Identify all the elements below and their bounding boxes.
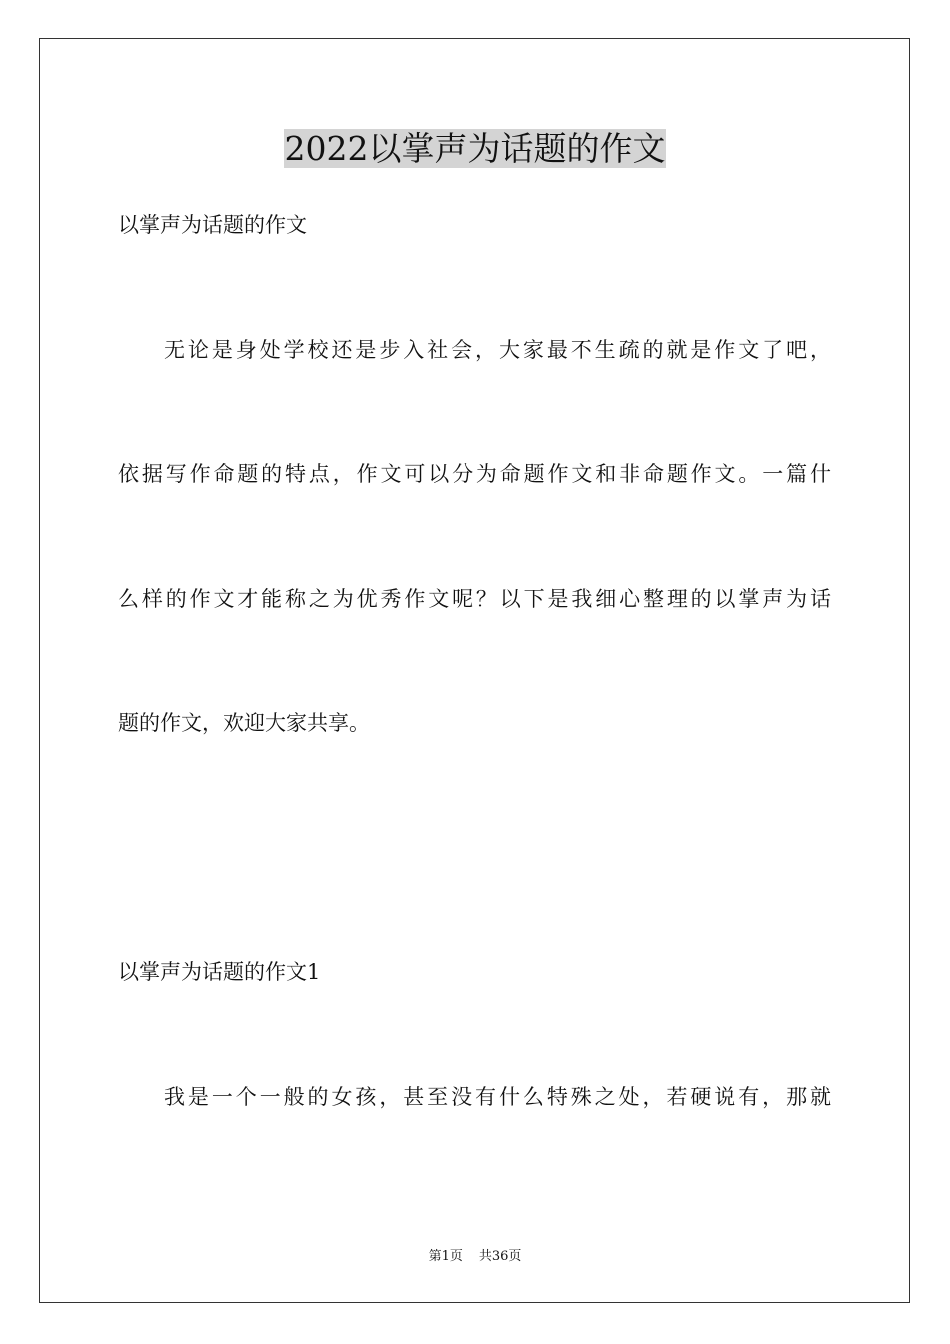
paragraph-line: 题的作文，欢迎大家共享。: [118, 711, 370, 735]
document-title-text: 2022以掌声为话题的作文: [284, 129, 666, 168]
paragraph-line: 我是一个一般的女孩，甚至没有什么特殊之处，若硬说有，那就: [164, 1085, 831, 1109]
document-title: [0, 128, 950, 170]
page-footer: [0, 1248, 950, 1266]
section-heading: 以掌声为话题的作文1: [118, 960, 321, 984]
page-number: 第1页: [428, 1249, 463, 1264]
paragraph-line: 无论是身处学校还是步入社会，大家最不生疏的就是作文了吧，: [164, 338, 831, 362]
paragraph-line: 依据写作命题的特点，作文可以分为命题作文和非命题作文。一篇什: [118, 462, 831, 486]
paragraph-line: 么样的作文才能称之为优秀作文呢？以下是我细心整理的以掌声为话: [118, 587, 831, 611]
page-total: 共36页: [478, 1249, 522, 1264]
document-subtitle: 以掌声为话题的作文: [118, 213, 307, 237]
